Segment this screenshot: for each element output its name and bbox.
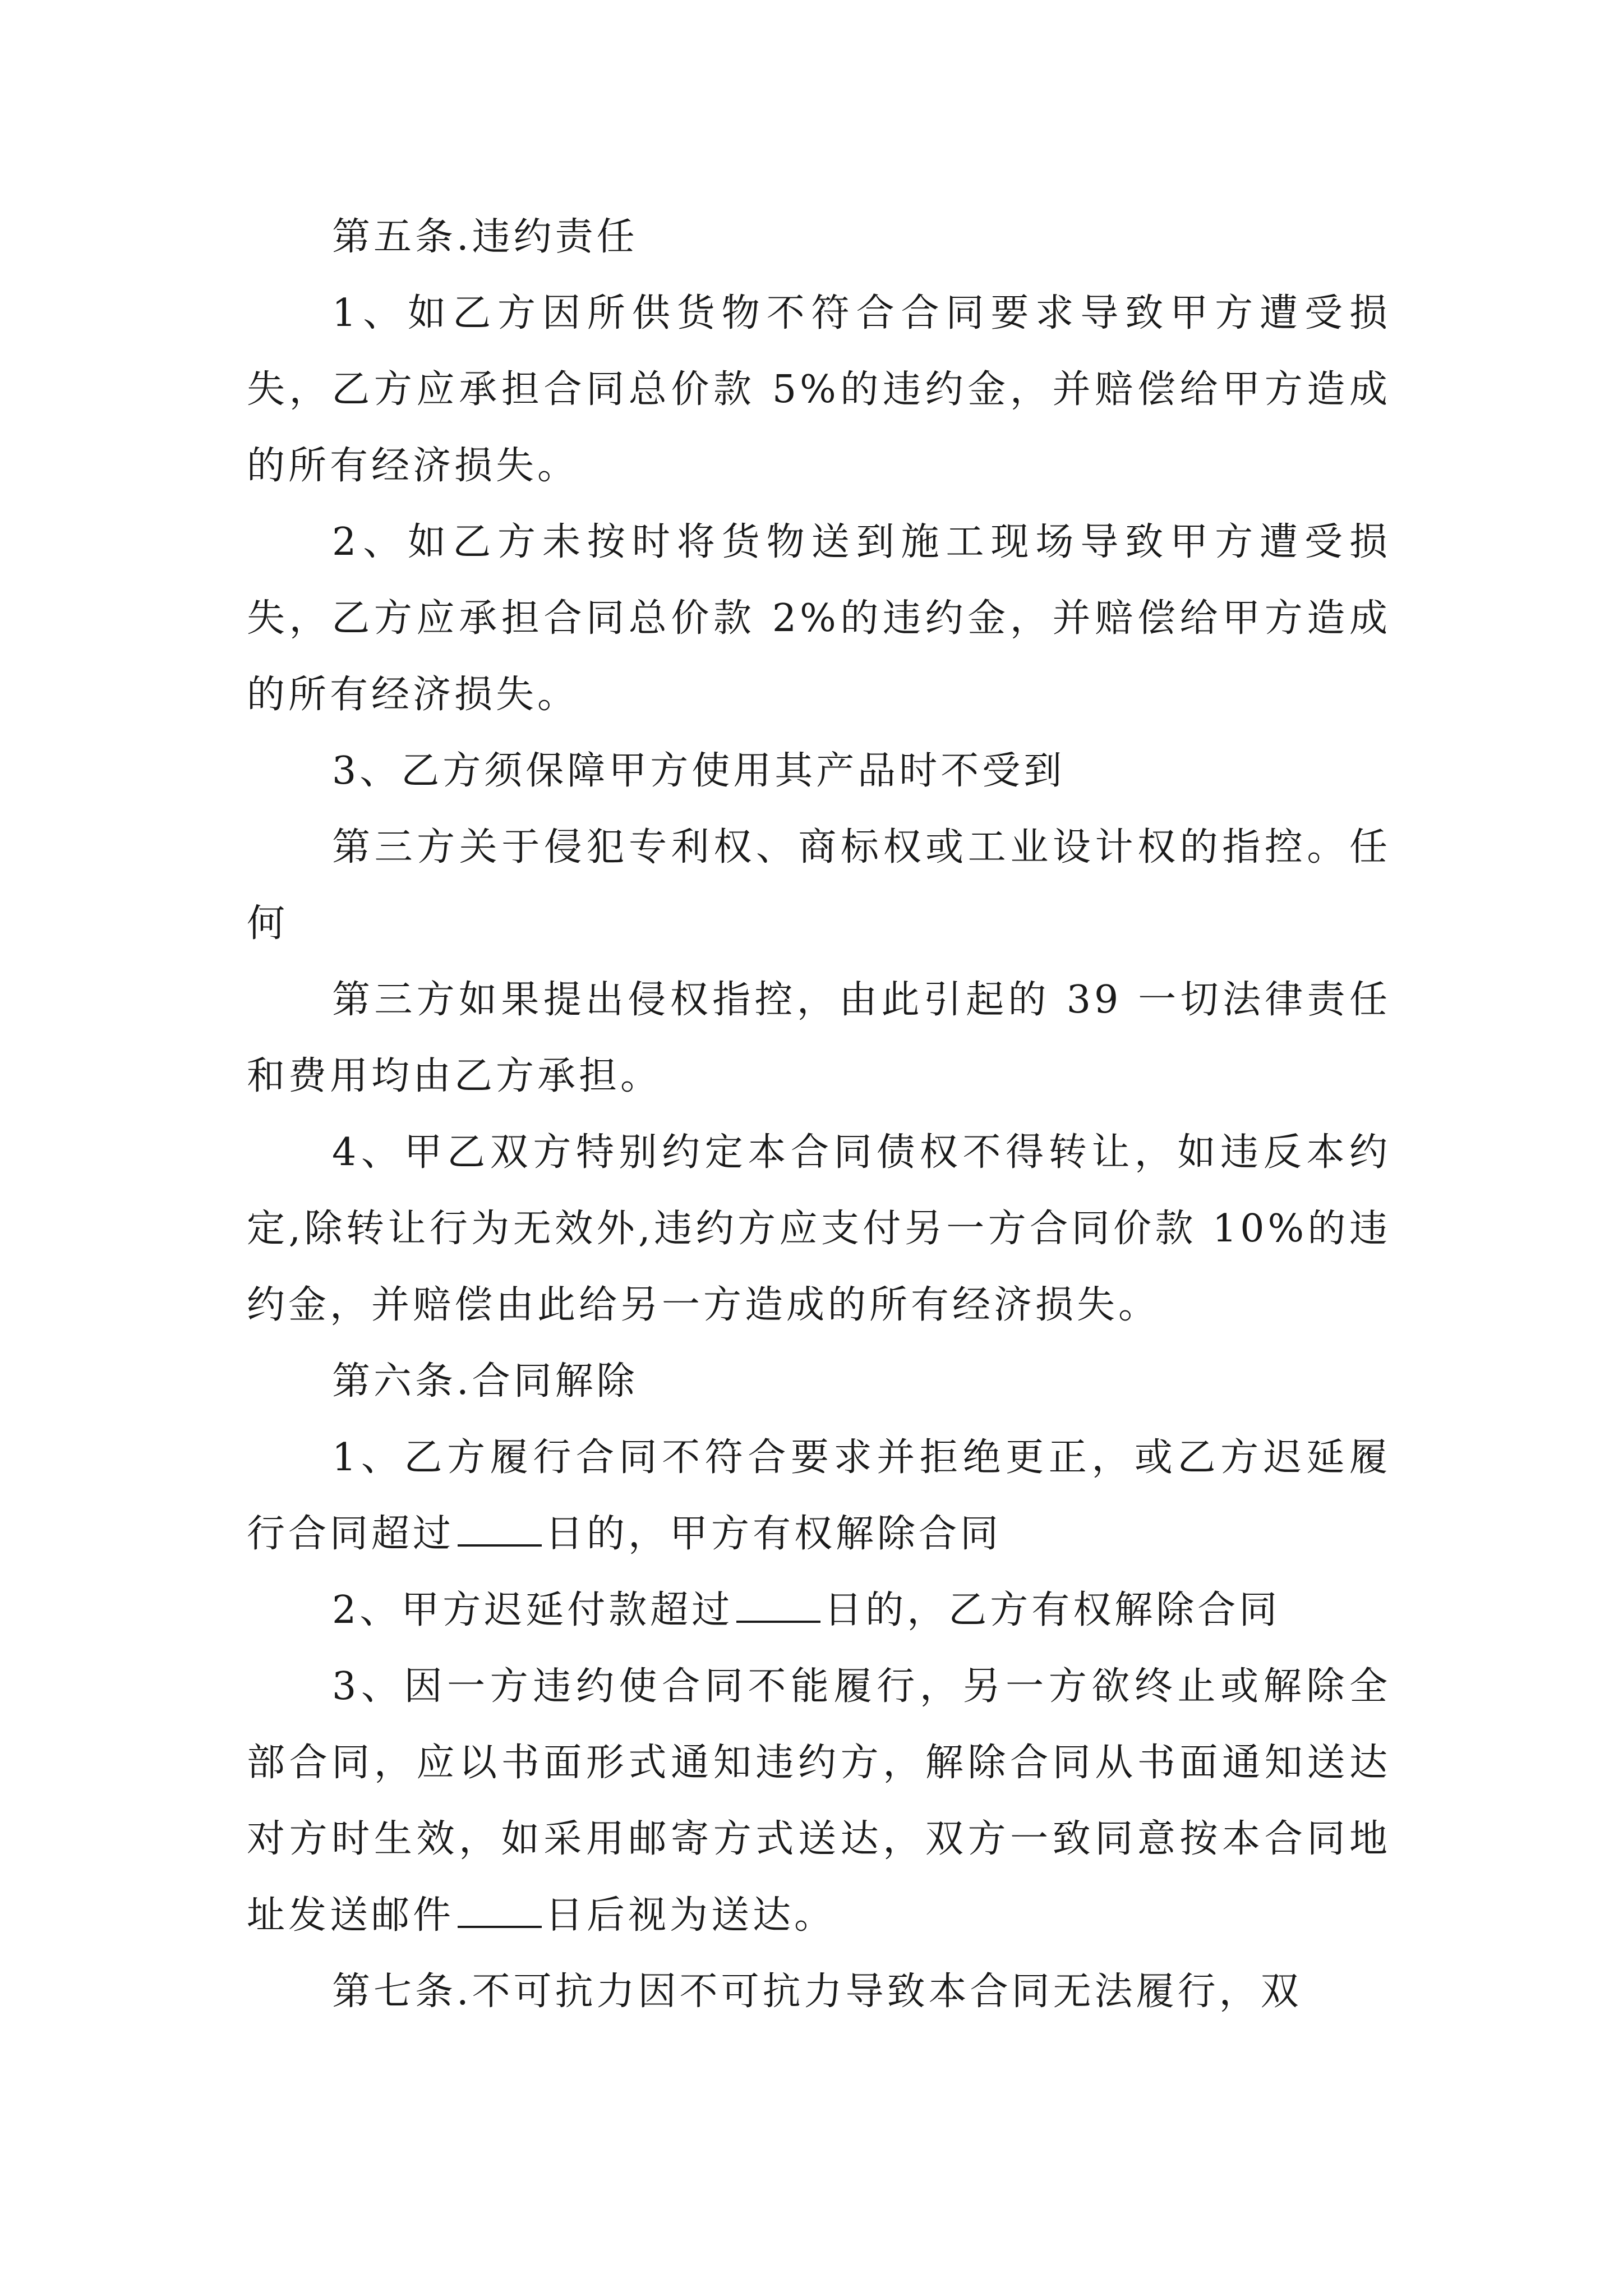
paragraph-6-1-text-b: 日的，甲方有权解除合同	[545, 1512, 1002, 1556]
paragraph-5-2: 2、如乙方未按时将货物送到施工现场导致甲方遭受损失，乙方应承担合同总价款 2%的违约金，并赔偿给甲方造成的所有经济损失。	[247, 520, 1391, 717]
fill-in-blank	[736, 1587, 820, 1623]
paragraph-6-1-text-a: 1、乙方履行合同不符合要求并拒绝更正，或乙方迟延履行合同超过	[247, 1435, 1391, 1556]
paragraph-5-3-cont-a: 第三方关于侵犯专利权、商标权或工业设计权的指控。任何	[247, 825, 1391, 946]
paragraph-5-3-cont-b: 第三方如果提出侵权指控，由此引起的 39 一切法律责任和费用均由乙方承担。	[247, 978, 1391, 1098]
paragraph-article-6-title: 第六条.合同解除	[332, 1359, 638, 1404]
paragraph-article-5-title: 第五条.违约责任	[332, 215, 638, 259]
paragraph-5-3: 3、乙方须保障甲方使用其产品时不受到	[332, 749, 1066, 793]
paragraph-6-3-text-a: 3、因一方违约使合同不能履行，另一方欲终止或解除全部合同，应以书面形式通知违约方，解除合同从书面通知送达对方时生效，如采用邮寄方式送达，双方一致同意按本合同地址发送邮件	[247, 1664, 1391, 1938]
fill-in-blank	[458, 1892, 542, 1928]
paragraph-article-7-title: 第七条.不可抗力因不可抗力导致本合同无法履行，双	[332, 1970, 1302, 2014]
paragraph-6-2-text-a: 2、甲方迟延付款超过	[332, 1588, 734, 1632]
document-body	[247, 199, 1391, 2030]
paragraph-6-3	[247, 1649, 1391, 1954]
paragraph-6-2-text-b: 日的，乙方有权解除合同	[824, 1588, 1281, 1632]
paragraph-6-3-text-b: 日后视为送达。	[545, 1893, 836, 1938]
paragraph-6-1	[247, 1420, 1391, 1572]
paragraph-5-1: 1、如乙方因所供货物不符合合同要求导致甲方遭受损失，乙方应承担合同总价款 5%的违约金，并赔偿给甲方造成的所有经济损失。	[247, 291, 1391, 488]
fill-in-blank	[458, 1511, 542, 1547]
paragraph-6-2	[247, 1572, 1391, 1649]
paragraph-5-4: 4、甲乙双方特别约定本合同债权不得转让，如违反本约定,除转让行为无效外,违约方应支付另一方合同价款 10%的违约金，并赔偿由此给另一方造成的所有经济损失。	[247, 1130, 1391, 1327]
